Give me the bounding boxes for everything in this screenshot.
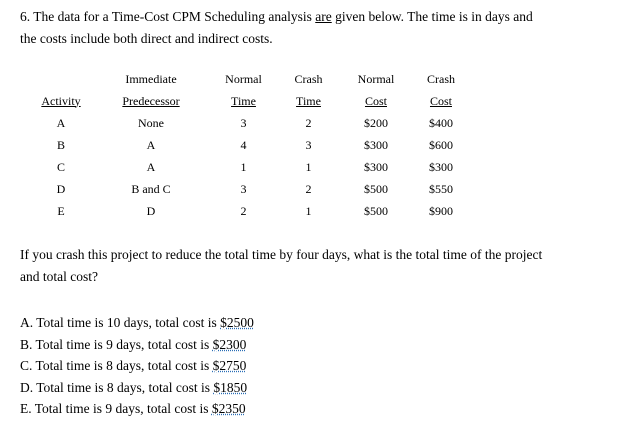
prompt-line-1: If you crash this project to reduce the total time by four days, what is the total time of the project [20,247,543,262]
question-line-1-b: given below. The time is in days and [331,9,533,24]
table-cell: 1 [305,159,312,174]
activity-table [26,68,466,222]
table-cell: 1 [240,159,247,174]
table-cell: 2 [305,181,312,196]
table-cell: $600 [429,137,453,152]
table-cell: E [57,203,65,218]
table-cell: $500 [364,181,388,196]
table-header-cell: Cost [429,93,452,108]
table-header-cell: Activity [41,93,81,108]
table-header-cell: Crash [294,71,323,86]
question-line-2: the costs include both direct and indirect costs. [20,31,273,46]
question-line-1 [20,6,610,28]
table-row [26,112,466,134]
table-cell: $500 [364,203,388,218]
table-header-cell [26,68,96,90]
table-header-cell: Crash [427,71,455,86]
table-row [26,156,466,178]
option-amount: $2750 [212,358,247,373]
table-cell: $300 [429,159,453,174]
option-amount: $2500 [220,315,254,330]
table-cell: $400 [429,115,453,130]
table-cell: A [146,159,156,174]
table-cell: B and C [131,181,171,196]
table-cell: B [56,137,65,152]
option-amount: $2350 [211,401,246,416]
question-number: 6. [20,9,31,24]
table-cell: C [56,159,65,174]
option-d[interactable] [20,377,254,399]
question-line-1-a: The data for a Time-Cost CPM Scheduling analysis [33,9,316,24]
are-word: are [315,9,332,24]
table-row [26,134,466,156]
table-cell: $300 [364,137,388,152]
table-cell: $200 [364,115,388,130]
option-b[interactable] [20,334,254,356]
table-header-cell: Time [296,93,321,108]
table-header-bottom [26,90,466,112]
option-amount: $2300 [212,336,247,352]
option-text: D. Total time is 8 days, total cost is [20,379,214,395]
prompt-line-2: and total cost? [20,269,98,284]
table-cell: D [56,181,66,196]
table-cell: $300 [364,159,388,174]
table-cell: 3 [240,181,247,196]
table-cell: 3 [305,137,312,152]
option-e[interactable] [20,398,254,420]
table-cell: 4 [240,137,247,152]
option-a[interactable] [20,312,254,334]
table-cell: 2 [240,203,247,218]
question-text [20,6,610,50]
option-text: B. Total time is 9 days, total cost is [20,336,213,352]
table-header-cell: Immediate [125,71,177,86]
table-header-top [26,68,466,90]
option-text: E. Total time is 9 days, total cost is [20,401,212,416]
table-header-cell: Cost [364,93,387,108]
table-header-cell: Normal [225,71,262,86]
table-cell: 3 [240,115,247,130]
table-cell: A [56,115,66,130]
table-cell: $900 [429,203,453,218]
table-cell: $550 [429,181,453,196]
table-cell: A [146,137,156,152]
table-cell: 1 [305,203,312,218]
answer-options [20,312,254,420]
table-cell: D [146,203,156,218]
table-header-cell: Time [231,93,256,108]
table-row [26,178,466,200]
table-header-cell: Predecessor [122,93,180,108]
table-row [26,200,466,222]
table-cell: None [138,115,164,130]
prompt-text [20,244,610,288]
option-amount: $1850 [213,379,248,395]
option-c[interactable] [20,355,254,377]
table-header-cell: Normal [357,71,395,86]
option-text: C. Total time is 8 days, total cost is [20,358,213,373]
table-cell: 2 [305,115,312,130]
option-text: A. Total time is 10 days, total cost is [20,315,221,330]
